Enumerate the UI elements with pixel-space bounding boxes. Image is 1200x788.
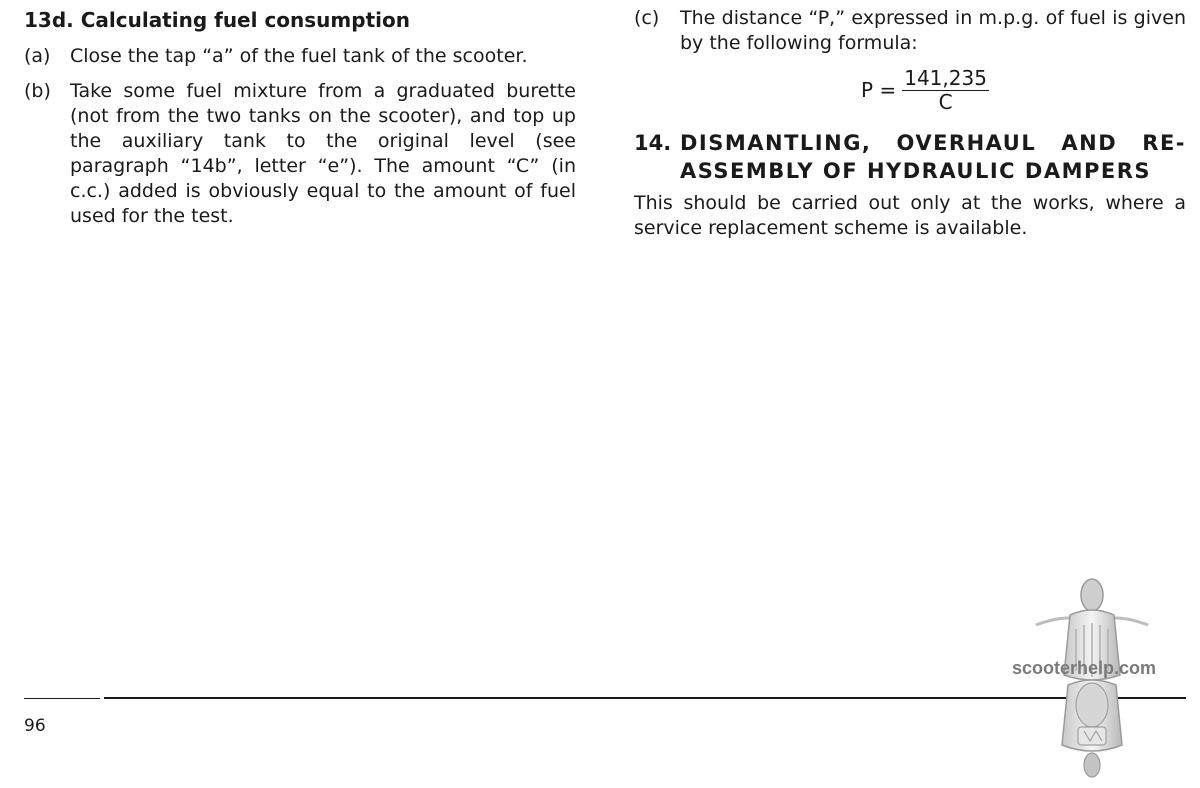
item-c-text: The distance “P,” expressed in m.p.g. of fuel is given by the following formula:: [680, 7, 1186, 54]
formula-denominator: C: [938, 90, 953, 114]
section-14-title: DISMANTLING, OVERHAUL AND RE-ASSEMBLY OF HYDRAULIC DAMPERS: [680, 131, 1186, 183]
item-c-marker: (c): [634, 7, 660, 29]
item-b-marker: (b): [24, 80, 51, 102]
formula-fraction: [902, 66, 989, 113]
page-number: 96: [24, 716, 46, 736]
right-column: [634, 6, 1186, 241]
left-column: [24, 6, 576, 239]
section-14-paragraph: This should be carried out only at the works, where a service replacement scheme is available.: [634, 192, 1186, 239]
item-c: [634, 6, 1186, 56]
fuel-formula: [634, 66, 1186, 113]
item-a-text: Close the tap “a” of the fuel tank of the scooter.: [70, 45, 528, 67]
section-14-number: 14.: [634, 131, 672, 155]
formula-numerator: 141,235: [904, 66, 987, 90]
item-a-marker: (a): [24, 45, 51, 67]
item-a: [24, 44, 576, 69]
footer-rule: [104, 697, 1186, 699]
item-b-text: Take some fuel mixture from a graduated burette (not from the two tanks on the scooter), and top up the auxiliary tank to the original level (see paragraph “14b”, letter “e”). The amount “C” (in c.c.) added is obviously equal to the amount of fuel used for the test.: [70, 80, 576, 227]
item-b: [24, 79, 576, 229]
watermark-text: scooterhelp.com: [1012, 658, 1157, 678]
footer-rule-short: [24, 698, 100, 699]
section-14-heading: [634, 129, 1186, 185]
formula-lhs: P =: [861, 77, 897, 102]
section-13d-heading: 13d. Calculating fuel consumption: [24, 8, 410, 32]
